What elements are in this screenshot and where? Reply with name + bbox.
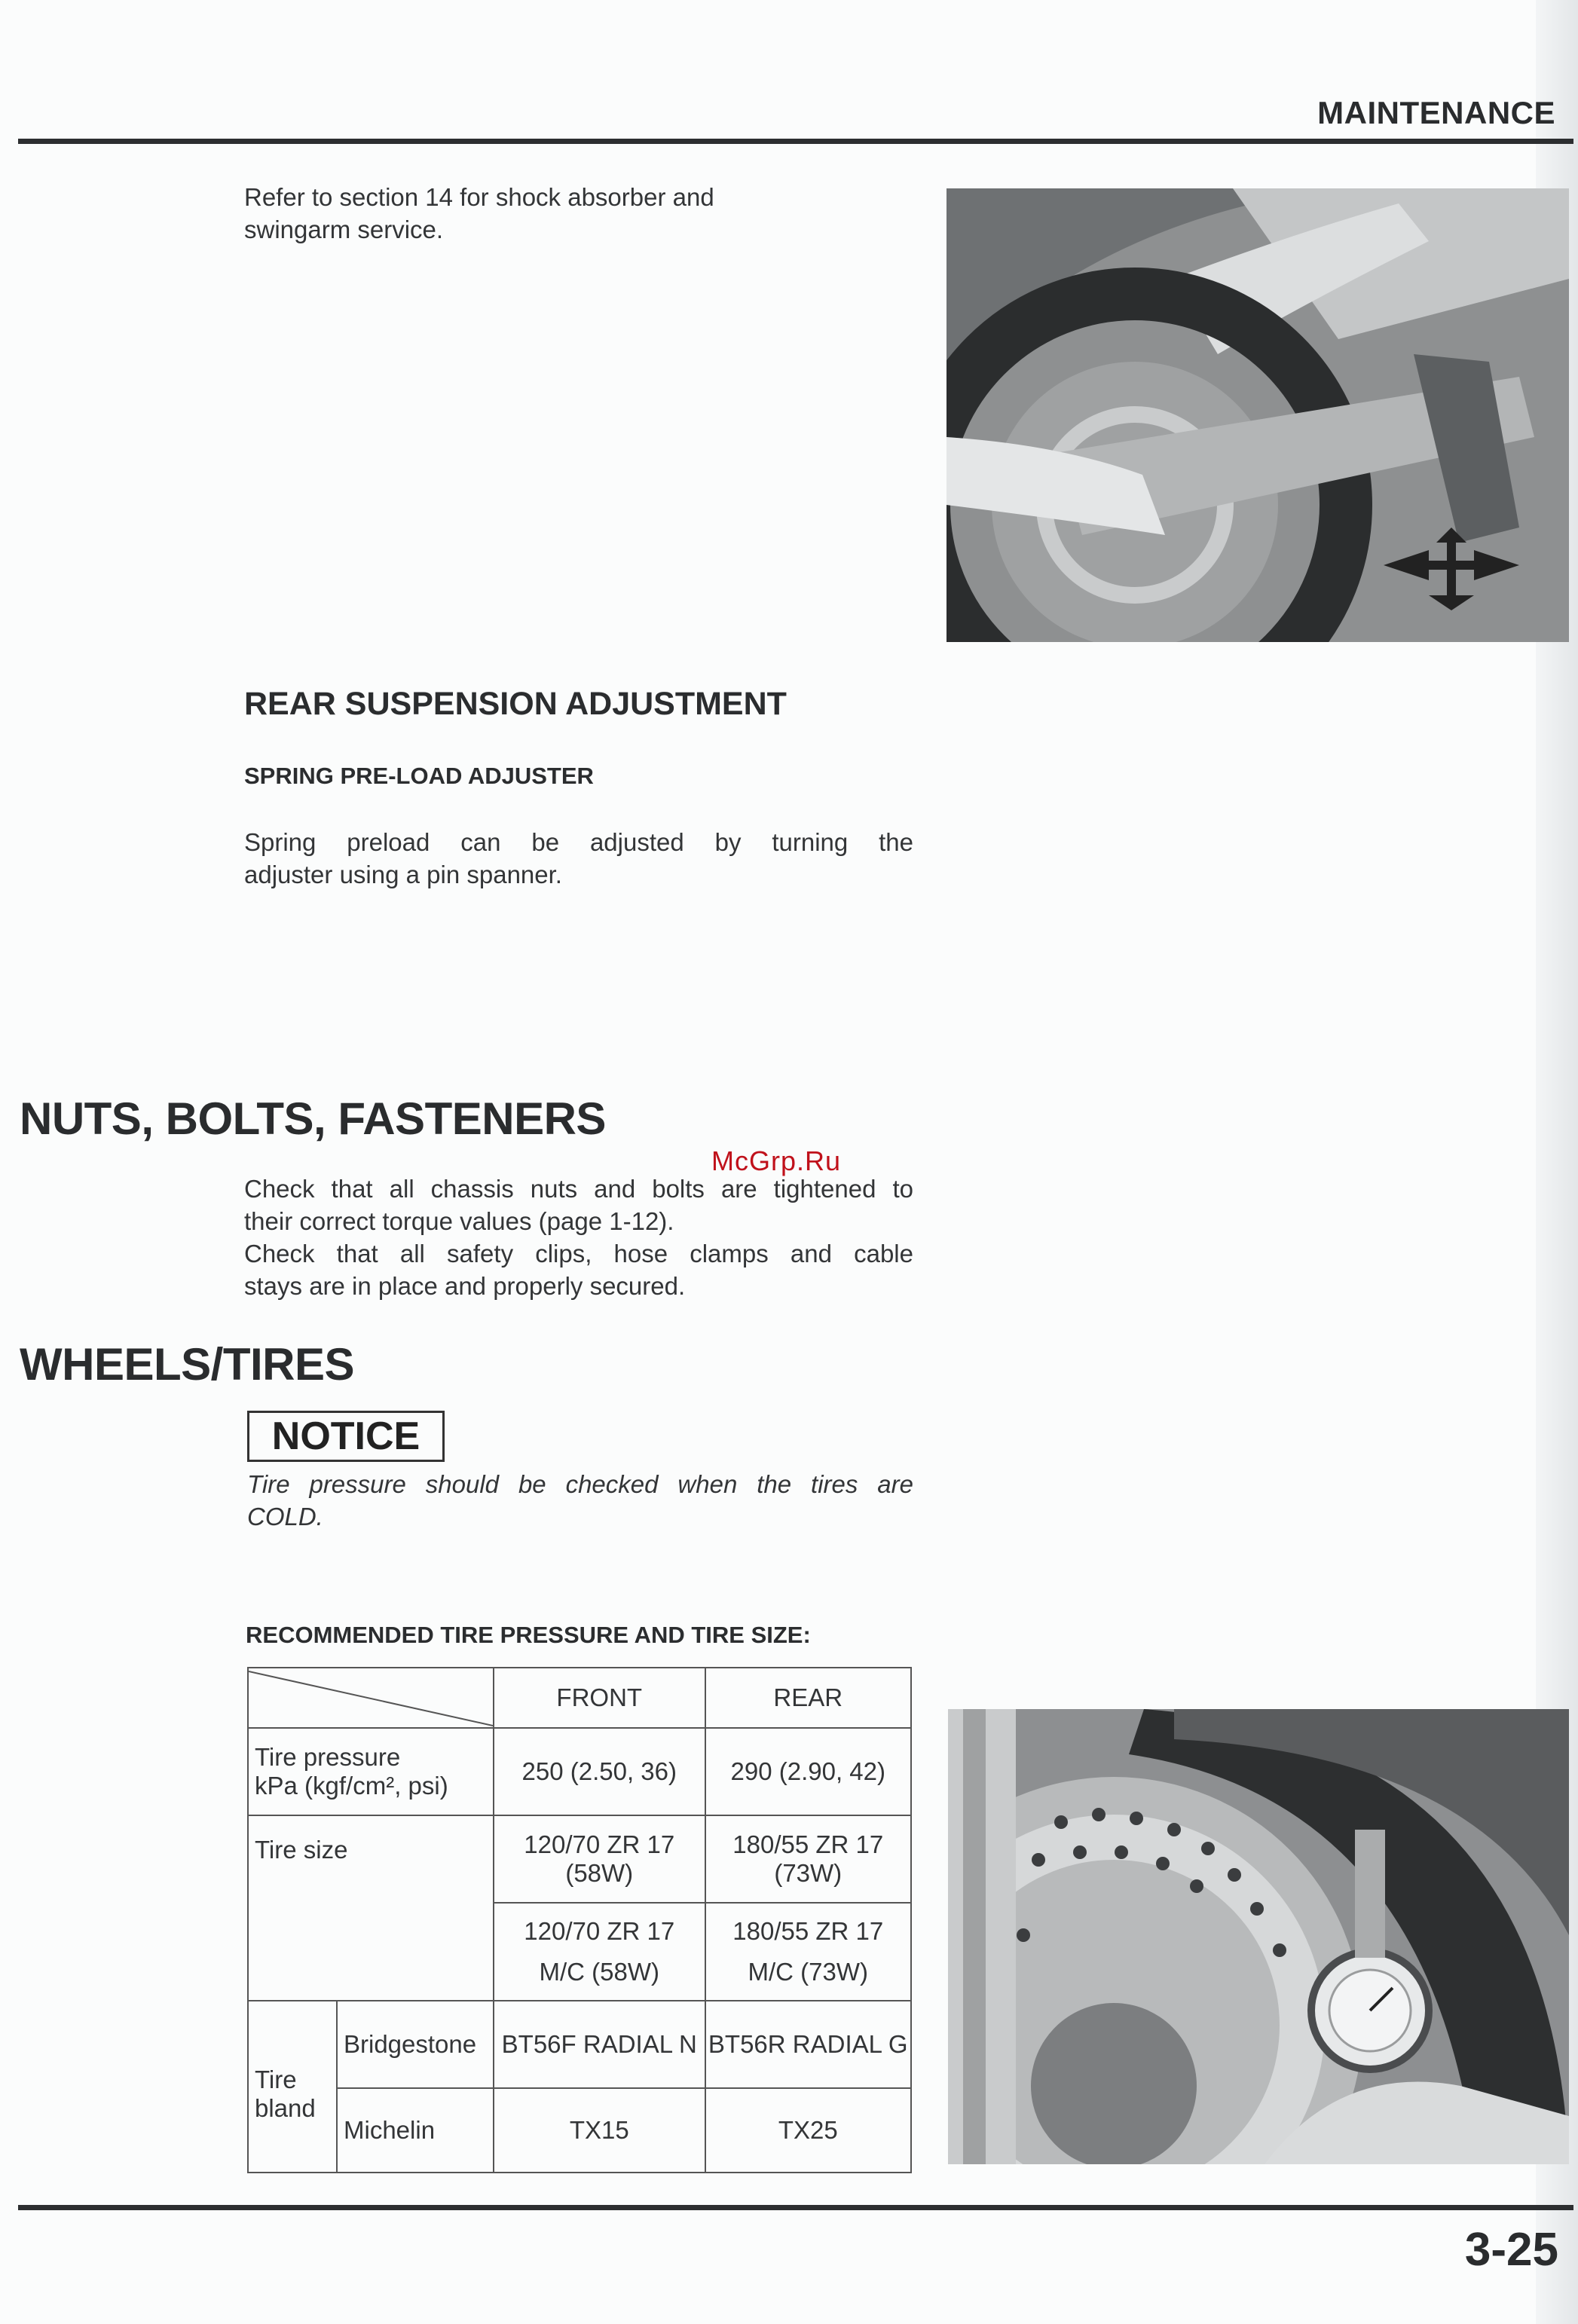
tire-brand-label-line: bland (255, 2094, 316, 2122)
table-row (248, 1728, 911, 1815)
tire-pressure-table (247, 1667, 912, 2173)
notice-line: COLD. (247, 1503, 323, 1530)
wheels-tires-heading: WHEELS/TIRES (20, 1339, 355, 1390)
tire-brand-label-line: Tire (255, 2066, 297, 2093)
watermark: McGrp.Ru (711, 1145, 842, 1176)
notice-line: Tire pressure should be checked when the tires are (247, 1470, 913, 1498)
diagonal-line-icon (249, 1668, 493, 1727)
tire-table-title: RECOMMENDED TIRE PRESSURE AND TIRE SIZE: (246, 1622, 811, 1648)
size-front-2-load: M/C (58W) (539, 1958, 659, 1986)
tire-size-label: Tire size (248, 1815, 494, 2001)
pressure-front: 250 (2.50, 36) (494, 1728, 705, 1815)
michelin-rear: TX25 (705, 2088, 911, 2173)
bridgestone-front: BT56F RADIAL N (494, 2001, 705, 2088)
pressure-label-cell (248, 1728, 494, 1815)
brand-bridgestone: Bridgestone (337, 2001, 494, 2088)
size-front-1-value: 120/70 ZR 17 (524, 1830, 675, 1858)
fasteners-line: Check that all chassis nuts and bolts are tightened to (244, 1175, 913, 1203)
table-header-row (248, 1668, 911, 1728)
pressure-unit-label: kPa (kgf/cm², psi) (255, 1772, 448, 1800)
size-front-2-value: 120/70 ZR 17 (524, 1917, 675, 1945)
spring-preload-heading: SPRING PRE-LOAD ADJUSTER (244, 763, 594, 789)
footer-rule (18, 2205, 1573, 2210)
header-rule (18, 139, 1573, 144)
pressure-label: Tire pressure (255, 1743, 401, 1771)
table-row (248, 2088, 911, 2173)
intro-line: Refer to section 14 for shock absorber and (244, 183, 714, 211)
page-number: 3-25 (1464, 2224, 1558, 2276)
notice-label: NOTICE (247, 1411, 445, 1462)
table-corner-cell (248, 1668, 494, 1728)
rear-suspension-photo-art (946, 188, 1569, 642)
table-row (248, 1815, 911, 1903)
column-header-front: FRONT (494, 1668, 705, 1728)
brand-michelin: Michelin (337, 2088, 494, 2173)
notice-text (247, 1468, 913, 1533)
size-front-1 (494, 1815, 705, 1903)
column-header-rear: REAR (705, 1668, 911, 1728)
intro-line: swingarm service. (244, 216, 444, 243)
tire-pressure-photo-art (948, 1709, 1569, 2164)
tire-pressure-gauge-photo (948, 1709, 1569, 2164)
rear-suspension-photo (946, 188, 1569, 642)
fasteners-line: Check that all safety clips, hose clamps and cable (244, 1240, 913, 1267)
bridgestone-rear: BT56R RADIAL G (705, 2001, 911, 2088)
size-rear-1-load: (73W) (774, 1859, 843, 1887)
tire-brand-label (248, 2001, 337, 2173)
spring-preload-paragraph (244, 826, 913, 891)
table-row (248, 2001, 911, 2088)
preload-line: Spring preload can be adjusted by turning the (244, 828, 913, 856)
size-rear-1-value: 180/55 ZR 17 (732, 1830, 884, 1858)
pressure-rear: 290 (2.90, 42) (705, 1728, 911, 1815)
intro-paragraph (244, 181, 913, 246)
size-rear-2 (705, 1903, 911, 2001)
size-rear-2-value: 180/55 ZR 17 (732, 1917, 884, 1945)
fasteners-paragraph (244, 1173, 913, 1302)
header-title: MAINTENANCE (1317, 95, 1555, 130)
fasteners-heading: NUTS, BOLTS, FASTENERS (20, 1093, 606, 1144)
size-front-2 (494, 1903, 705, 2001)
fasteners-line: stays are in place and properly secured. (244, 1272, 686, 1300)
size-rear-2-load: M/C (73W) (748, 1958, 868, 1986)
rear-suspension-heading: REAR SUSPENSION ADJUSTMENT (244, 686, 787, 722)
size-rear-1 (705, 1815, 911, 1903)
michelin-front: TX15 (494, 2088, 705, 2173)
size-front-1-load: (58W) (565, 1859, 634, 1887)
fasteners-line: their correct torque values (page 1-12). (244, 1207, 674, 1235)
preload-line: adjuster using a pin spanner. (244, 861, 562, 888)
